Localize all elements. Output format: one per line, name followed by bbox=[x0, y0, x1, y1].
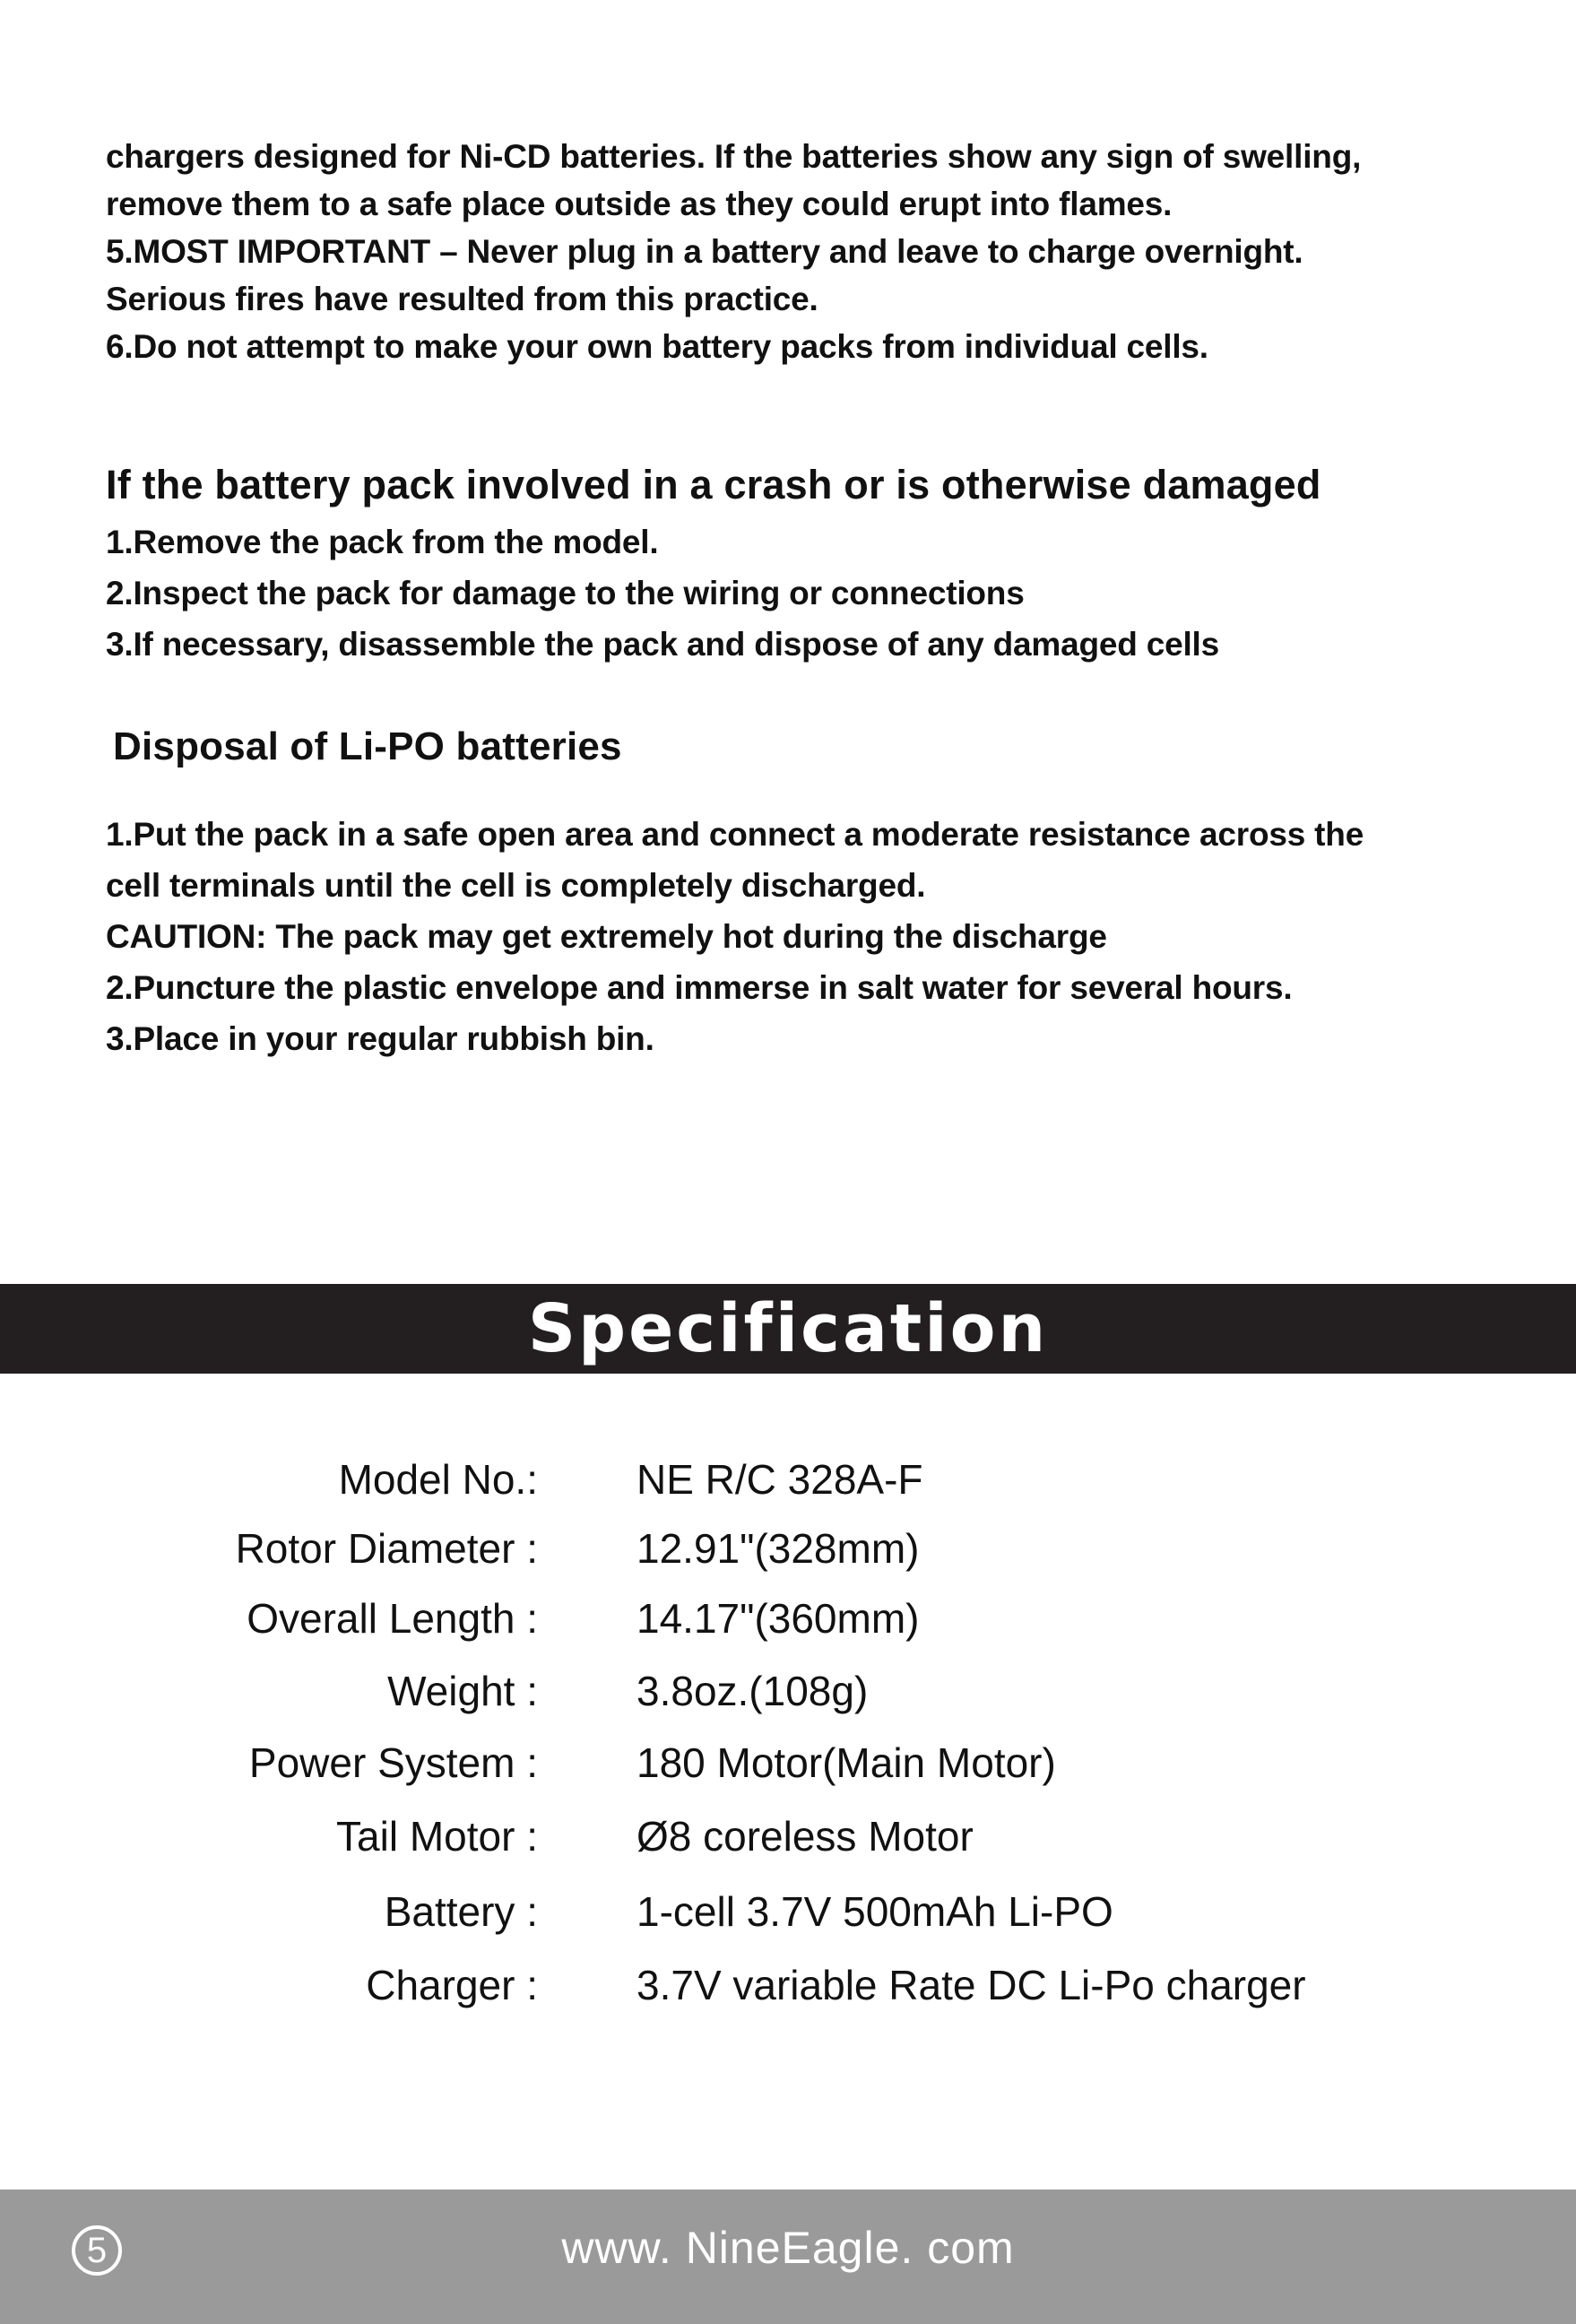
disposal-line-2: cell terminals until the cell is completely discharged. bbox=[106, 867, 926, 904]
footer-bar bbox=[0, 2190, 1576, 2324]
spec-value: 180 Motor(Main Motor) bbox=[636, 1739, 1056, 1786]
spec-value: Ø8 coreless Motor bbox=[636, 1813, 974, 1860]
spec-value: 12.91"(328mm) bbox=[636, 1525, 920, 1572]
intro-line-4: Serious fires have resulted from this practice. bbox=[106, 281, 818, 317]
page-number-badge: 5 bbox=[72, 2225, 122, 2276]
damaged-step-2: 2.Inspect the pack for damage to the wiring or connections bbox=[106, 575, 1025, 611]
spec-value: 3.8oz.(108g) bbox=[636, 1668, 869, 1714]
intro-line-2: remove them to a safe place outside as they could erupt into flames. bbox=[106, 186, 1173, 222]
spec-label: Power System : bbox=[248, 1739, 538, 1786]
spec-label: Weight : bbox=[387, 1668, 538, 1714]
disposal-line-1: 1.Put the pack in a safe open area and connect a moderate resistance across the bbox=[106, 816, 1364, 853]
disposal-heading: Disposal of Li-PO batteries bbox=[113, 724, 622, 768]
intro-line-1: chargers designed for Ni-CD batteries. If the batteries show any sign of swelling, bbox=[106, 138, 1362, 175]
spec-value: 14.17"(360mm) bbox=[636, 1595, 920, 1642]
disposal-line-3: CAUTION: The pack may get extremely hot during the discharge bbox=[106, 918, 1107, 955]
specification-table bbox=[0, 1444, 1576, 2021]
damaged-step-3: 3.If necessary, disassemble the pack and dispose of any damaged cells bbox=[106, 626, 1219, 663]
spec-row-power-system bbox=[0, 1727, 1576, 1799]
intro-line-5: 6.Do not attempt to make your own battery packs from individual cells. bbox=[106, 328, 1208, 365]
damaged-pack-heading: If the battery pack involved in a crash or is otherwise damaged bbox=[106, 462, 1321, 507]
spec-label: Model No.: bbox=[338, 1456, 538, 1503]
disposal-line-5: 3.Place in your regular rubbish bin. bbox=[106, 1020, 654, 1057]
disposal-line-4: 2.Puncture the plastic envelope and immerse in salt water for several hours. bbox=[106, 969, 1293, 1006]
spec-value: 3.7V variable Rate DC Li-Po charger bbox=[636, 1962, 1306, 2008]
specification-banner bbox=[0, 1284, 1576, 1374]
disposal-section bbox=[106, 715, 1486, 1064]
spec-row-model bbox=[0, 1444, 1576, 1515]
spec-row-battery bbox=[0, 1874, 1576, 1949]
damaged-step-1: 1.Remove the pack from the model. bbox=[106, 524, 659, 560]
spec-row-charger bbox=[0, 1949, 1576, 2021]
spec-label: Tail Motor : bbox=[336, 1813, 538, 1860]
damaged-pack-section bbox=[106, 454, 1486, 670]
spec-value: 1-cell 3.7V 500mAh Li-PO bbox=[636, 1888, 1113, 1935]
website-text: www. NineEagle. com bbox=[561, 2223, 1015, 2273]
spec-label: Battery : bbox=[384, 1888, 538, 1935]
specification-title: Specification bbox=[527, 1290, 1049, 1367]
spec-value: NE R/C 328A-F bbox=[636, 1456, 923, 1503]
spec-row-rotor-diameter bbox=[0, 1515, 1576, 1582]
battery-safety-continued bbox=[106, 133, 1486, 370]
spec-row-tail-motor bbox=[0, 1799, 1576, 1874]
spec-row-weight bbox=[0, 1655, 1576, 1727]
intro-line-3: 5.MOST IMPORTANT – Never plug in a battery and leave to charge overnight. bbox=[106, 233, 1303, 270]
spec-label: Charger : bbox=[366, 1962, 538, 2008]
spec-row-overall-length bbox=[0, 1582, 1576, 1655]
spec-label: Overall Length : bbox=[247, 1595, 538, 1642]
spec-label: Rotor Diameter : bbox=[235, 1525, 538, 1572]
